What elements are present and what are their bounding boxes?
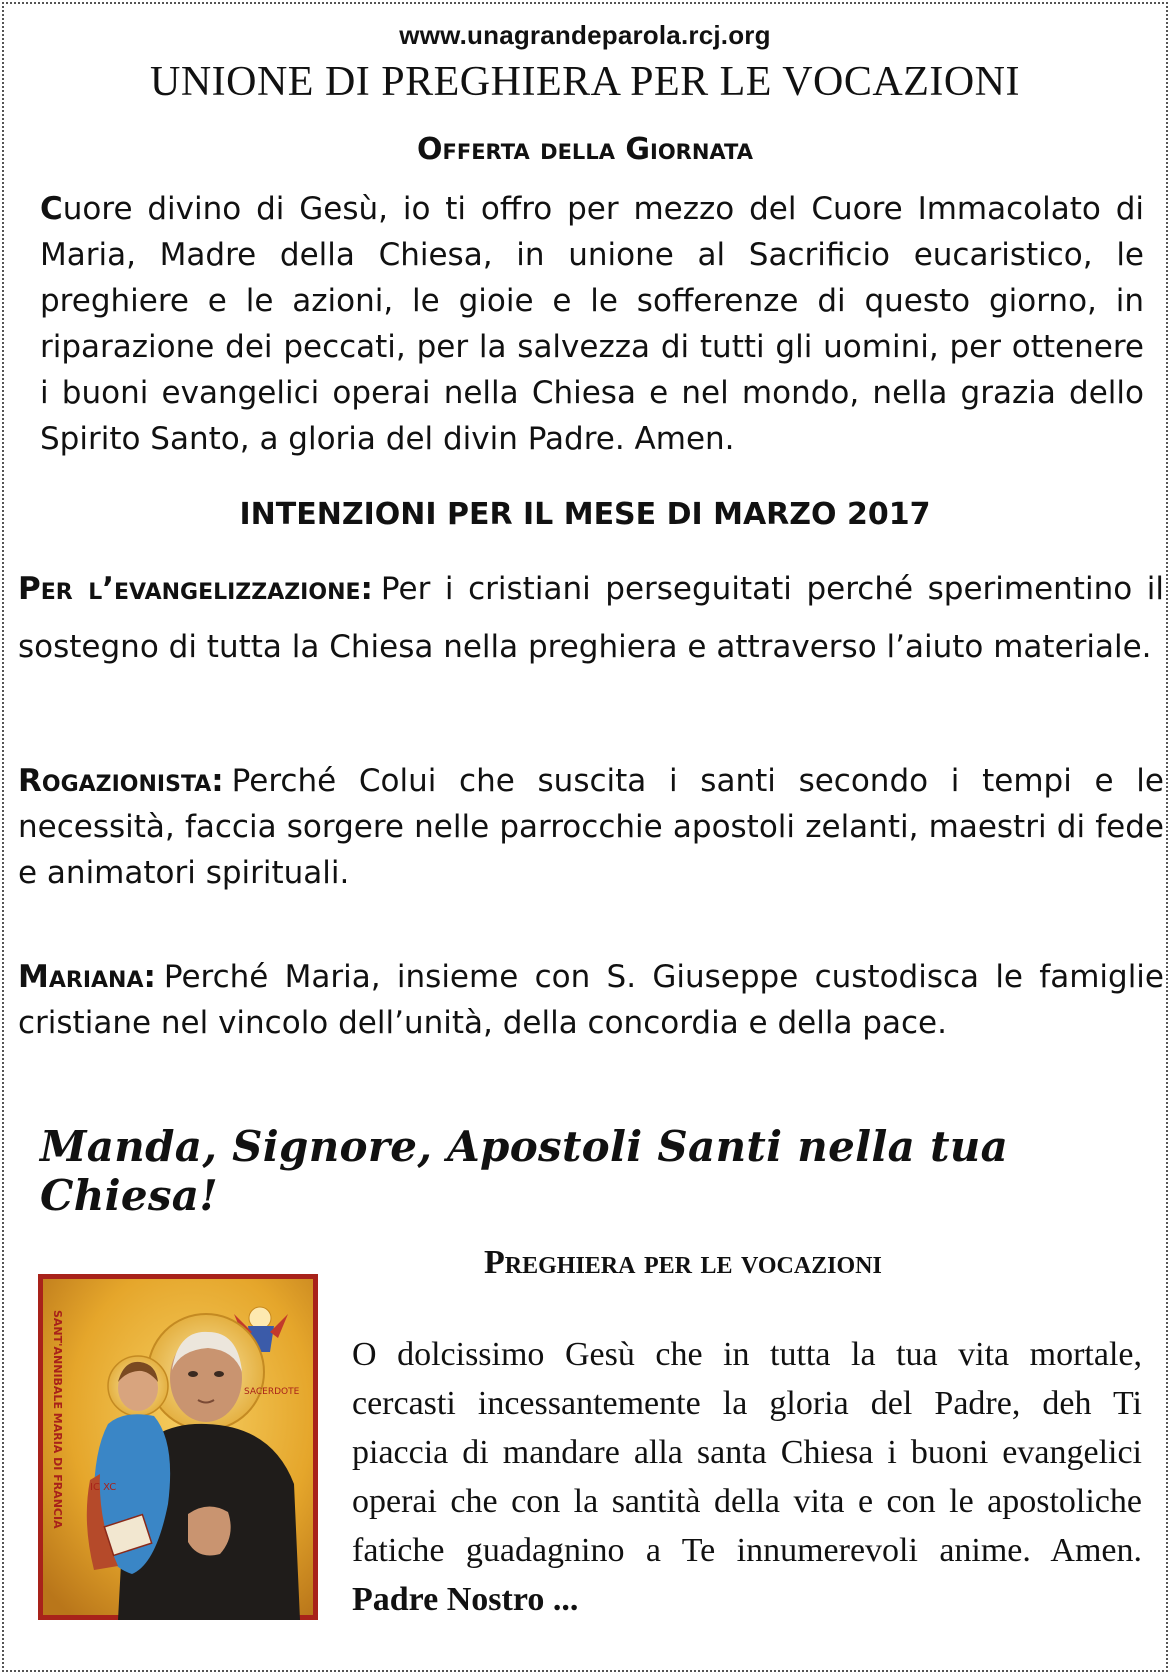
icon-vertical-inscription: SANT'ANNIBALE MARIA DI FRANCIA [51,1310,64,1529]
preghiera-title: Preghiera per le vocazioni [484,1244,882,1281]
preghiera-text: O dolcissimo Gesù che in tutta la tua vita mortale, cercasti incessantemente la gloria del Padre, deh Ti piaccia di mandare alla santa Chiesa i buoni evangelici operai che con la santità della vita e con le apostoliche fatiche guadagnino a Te innumerevoli anime. Amen. [352,1336,1142,1569]
offerta-paragraph [40,186,1144,462]
intention-rogazionista [18,758,1164,896]
icon-sacerdote-label: SACERDOTE [244,1387,300,1397]
intention-text: Per i cristiani perseguitati perché sperimentino il sostegno di tutta la Chiesa nella preghiera e attraverso l’aiuto materiale. [18,571,1164,665]
offerta-title: Offerta della Giornata [417,132,753,167]
intention-text: Perché Maria, insieme con S. Giuseppe custodisca le famiglie cristiane nel vincolo dell’unità, della concordia e della pace. [18,959,1164,1041]
offerta-text: uore divino di Gesù, io ti offro per mezzo del Cuore Immacolato di Maria, Madre della Chiesa, in unione al Sacrificio eucaristico, le preghiere e le azioni, le gioie e le sofferenze di questo giorno, in riparazione dei peccati, per la salvezza di tutti gli uomini, per ottenere i buoni evangelici operai nella Chiesa e nel mondo, nella grazia dello Spirito Santo, a gloria del divin Padre. Amen. [40,191,1144,457]
offerta-dropcap: C [40,191,63,227]
saint-icon-image [38,1274,318,1620]
icon-christogram: IC XC [90,1482,117,1493]
intention-mariana [18,954,1164,1046]
preghiera-closing: Padre Nostro ... [352,1581,579,1618]
website-url: www.unagrandeparola.rcj.org [399,20,771,50]
motto-invocation: Manda, Signore, Apostoli Santi nella tua Chiesa! [40,1122,1009,1220]
intenzioni-title: INTENZIONI PER IL MESE DI MARZO 2017 [239,497,931,532]
intention-text: Perché Colui che suscita i santi secondo i tempi e le necessità, faccia sorgere nelle parrocchie apostoli zelanti, maestri di fede e animatori spirituali. [18,763,1164,891]
intention-label: Per l’evangelizzazione: [18,571,373,607]
intention-label: Mariana: [18,959,156,995]
intention-evangelizzazione [18,560,1164,676]
intention-label: Rogazionista: [18,763,224,799]
flyer-page [2,2,1168,1672]
page-title: UNIONE DI PREGHIERA PER LE VOCAZIONI [149,59,1021,105]
preghiera-paragraph [352,1330,1142,1624]
icon-painting [38,1274,318,1620]
